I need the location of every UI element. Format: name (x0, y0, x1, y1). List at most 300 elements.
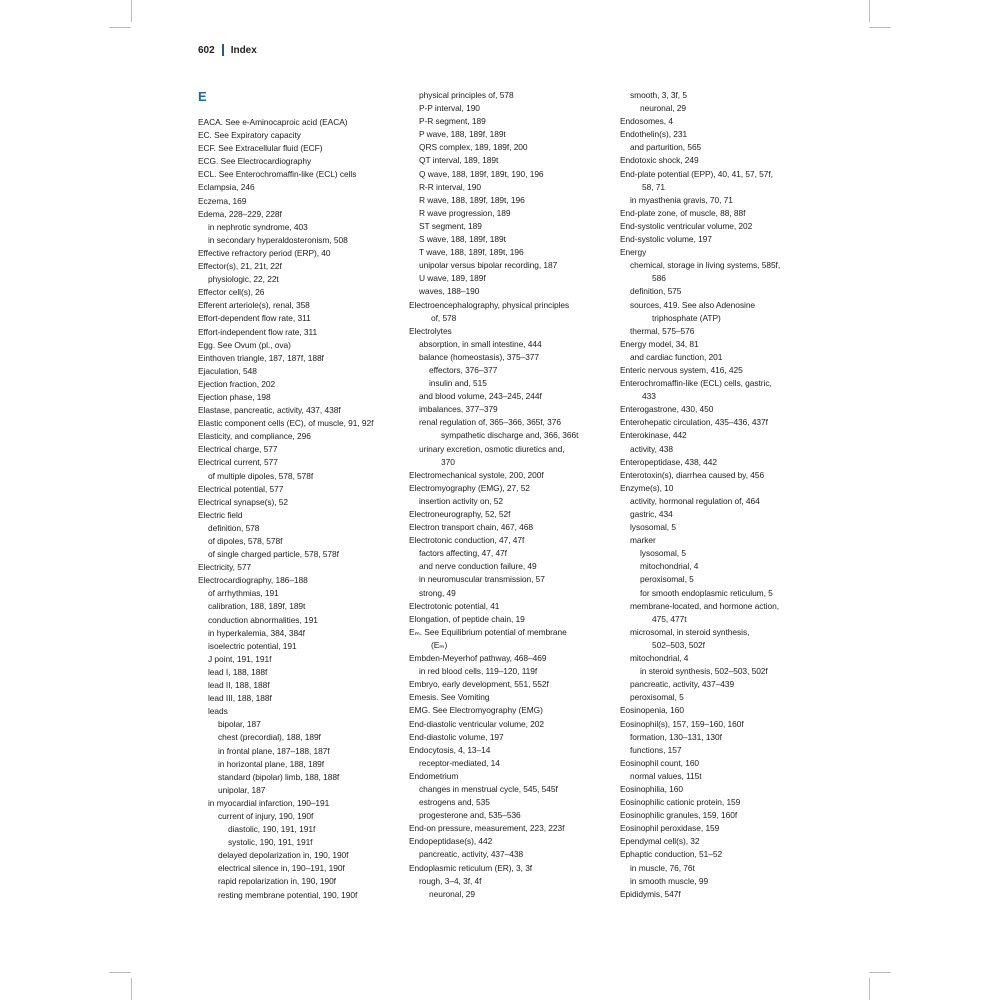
index-entry (409, 443, 609, 469)
index-entry-text: Electroneurography, 52, 52f (409, 509, 511, 519)
index-column-3 (620, 89, 820, 901)
index-entry-text: in muscle, 76, 76t (630, 862, 695, 873)
index-entry-text: lead I, 188, 188f (208, 666, 268, 677)
index-entry-text: Epididymis, 547f (620, 888, 681, 899)
index-entry-text: Endoplasmic reticulum (ER), 3, 3f (409, 862, 533, 873)
index-entry-text: Enteric nervous system, 416, 425 (620, 364, 743, 375)
index-entry (620, 731, 820, 744)
index-entry (198, 195, 398, 208)
index-entry-text: Endotoxic shock, 249 (620, 155, 699, 166)
index-entry-text: balance (homeostasis), 375–377 (419, 351, 540, 362)
index-entry-text: peroxisomal, 5 (640, 574, 694, 585)
index-entry (620, 259, 820, 285)
index-entry-text: EACA. See e-Aminocaproic acid (EACA) (198, 117, 348, 127)
index-entry-text: Eosinophil(s), 157, 159–160, 160f (620, 718, 744, 729)
index-entry (409, 469, 609, 482)
index-entry-text: rough, 3–4, 3f, 4f (419, 875, 482, 886)
index-entry (620, 429, 820, 442)
index-entry (198, 810, 398, 823)
index-entry-text: Eclampsia, 246 (198, 182, 255, 193)
index-entry (620, 89, 820, 102)
index-entry-text: ECG. See Electrocardiography (198, 156, 312, 167)
index-entry (409, 154, 609, 167)
crop-mark-top-right (869, 0, 870, 22)
index-entry (409, 246, 609, 259)
index-entry-text: P-P interval, 190 (419, 103, 480, 114)
index-entry-text: physiologic, 22, 22t (208, 274, 279, 285)
index-entry (198, 679, 398, 692)
index-entry-text: Eosinophilic cationic protein, 159 (620, 797, 741, 808)
index-entry-text: changes in menstrual cycle, 545, 545f (419, 783, 558, 794)
index-entry (620, 220, 820, 233)
index-entry (198, 391, 398, 404)
index-entry (198, 862, 398, 875)
index-entry (620, 587, 820, 600)
index-entry-text: of dipoles, 578, 578f (208, 536, 283, 546)
index-entry-text: Enterogastrone, 430, 450 (620, 404, 714, 415)
index-entry (409, 259, 609, 272)
index-entry (198, 705, 398, 718)
index-entry-text: Embryo, early development, 551, 552f (409, 679, 549, 690)
index-entry-text: sources, 419. See also Adenosine (630, 299, 756, 310)
index-entry-text: Electricity, 577 (198, 562, 252, 573)
index-entry-text: chemical, storage in living systems, 585f, (630, 260, 781, 271)
page-number: 602 (198, 44, 215, 56)
index-entry (198, 600, 398, 613)
index-entry (198, 692, 398, 705)
index-entry-continuation: (Eₘ) (431, 639, 448, 650)
index-entry-text: Electric field (198, 509, 243, 520)
index-entry-text: lead III, 188, 188f (208, 693, 272, 704)
index-entry (409, 757, 609, 770)
index-entry (198, 875, 398, 888)
header-separator (222, 44, 224, 56)
index-entry (620, 665, 820, 678)
index-entry-text: Effector cell(s), 26 (198, 287, 265, 298)
index-entry-text: diastolic, 190, 191, 191f (228, 824, 316, 835)
index-entry (620, 757, 820, 770)
index-entry-text: Enteropeptidase, 438, 442 (620, 456, 718, 467)
index-entry (620, 822, 820, 835)
index-entry (620, 351, 820, 364)
index-entry (409, 390, 609, 403)
index-entry-text: of arrhythmias, 191 (208, 588, 279, 599)
index-entry (620, 377, 820, 403)
index-entry-text: Enterotoxin(s), diarrhea caused by, 456 (620, 469, 765, 480)
index-entry-text: in smooth muscle, 99 (630, 875, 709, 886)
index-entry (198, 299, 398, 312)
index-entry (409, 718, 609, 731)
index-entry-text: conduction abnormalities, 191 (208, 614, 318, 625)
index-entry (620, 835, 820, 848)
index-entry (198, 587, 398, 600)
index-entry (409, 587, 609, 600)
index-entry (198, 718, 398, 731)
index-entry-text: Eczema, 169 (198, 195, 247, 206)
index-entry-text: pancreatic, activity, 437–438 (419, 849, 524, 860)
index-entry (198, 234, 398, 247)
index-entry (409, 796, 609, 809)
index-entry (409, 128, 609, 141)
index-entry (198, 470, 398, 483)
index-entry (620, 770, 820, 783)
index-entry (620, 469, 820, 482)
index-entry-text: membrane-located, and hormone action, (630, 600, 779, 611)
index-entry-text: Energy model, 34, 81 (620, 338, 699, 349)
index-entry (409, 862, 609, 875)
index-entry (198, 627, 398, 640)
index-entry (620, 744, 820, 757)
index-entry-text: Enterokinase, 442 (620, 430, 687, 441)
index-entry-text: receptor-mediated, 14 (419, 757, 500, 768)
index-entry-text: formation, 130–131, 130f (630, 731, 722, 742)
index-entry-text: Electron transport chain, 467, 468 (409, 522, 534, 533)
index-entry-text: insertion activity on, 52 (419, 495, 503, 506)
index-entry-text: in secondary hyperaldosteronism, 508 (208, 234, 348, 245)
index-entry-text: Ejection phase, 198 (198, 391, 271, 402)
index-entry (620, 482, 820, 495)
index-entry-text: thermal, 575–576 (630, 325, 695, 336)
index-entry-text: leads (208, 706, 228, 717)
index-entry (620, 691, 820, 704)
index-entry-text: imbalances, 377–379 (419, 404, 498, 415)
index-entry-text: Electrical synapse(s), 52 (198, 496, 288, 507)
index-entry-text: mitochondrial, 4 (630, 653, 689, 664)
index-entry (198, 731, 398, 744)
index-entry (198, 535, 398, 548)
index-entry-text: Ephaptic conduction, 51–52 (620, 849, 723, 860)
index-entry (409, 416, 609, 442)
index-entry (198, 404, 398, 417)
index-entry (198, 129, 398, 142)
index-entry-text: Electrolytes (409, 325, 452, 336)
index-entry-text: QT interval, 189, 189t (419, 155, 499, 166)
index-entry (620, 626, 820, 652)
index-entry (409, 665, 609, 678)
index-entry-text: pancreatic, activity, 437–439 (630, 679, 735, 690)
index-entry-text: mitochondrial, 4 (640, 561, 699, 572)
index-entry (409, 141, 609, 154)
index-entry-text: unipolar versus bipolar recording, 187 (419, 260, 558, 271)
index-entry (198, 260, 398, 273)
index-entry-text: Effort-independent flow rate, 311 (198, 326, 318, 337)
index-entry (409, 272, 609, 285)
index-entry (409, 207, 609, 220)
index-entry-text: U wave, 189, 189f (419, 273, 486, 284)
index-entry-text: Elasticity, and compliance, 296 (198, 431, 311, 442)
index-entry (620, 233, 820, 246)
index-entry (620, 115, 820, 128)
index-entry (620, 299, 820, 325)
index-entry-text: neuronal, 29 (640, 103, 686, 114)
index-entry-text: EMG. See Electromyography (EMG) (409, 705, 543, 716)
index-entry (198, 116, 398, 129)
index-entry-text: End-on pressure, measurement, 223, 223f (409, 823, 565, 834)
index-entry (620, 207, 820, 220)
index-entry (409, 822, 609, 835)
index-entry (409, 600, 609, 613)
index-entry (198, 849, 398, 862)
index-entry (198, 312, 398, 325)
index-entry (198, 823, 398, 836)
index-entry-text: End-systolic volume, 197 (620, 234, 712, 245)
index-entry-text: standard (bipolar) limb, 188, 188f (218, 771, 340, 782)
index-entry-text: smooth, 3, 3f, 5 (630, 90, 687, 100)
index-entry-text: T wave, 188, 189f, 189t, 196 (419, 247, 524, 258)
index-entry-text: Energy (620, 247, 647, 258)
index-entry-text: absorption, in small intestine, 444 (419, 338, 542, 349)
index-entry (620, 508, 820, 521)
crop-mark-right-bottom (869, 972, 891, 973)
index-entry-text: Electrical charge, 577 (198, 444, 278, 455)
index-entry-text: Enzyme(s), 10 (620, 482, 674, 493)
index-entry-text: Edema, 228–229, 228f (198, 208, 282, 219)
index-entry (620, 783, 820, 796)
index-entry (620, 456, 820, 469)
index-entry-text: marker (630, 535, 656, 546)
index-entry (620, 285, 820, 298)
crop-mark-top-left (131, 0, 132, 22)
index-entry (620, 809, 820, 822)
index-entry (620, 888, 820, 901)
index-entry-continuation: 370 (441, 456, 455, 467)
index-entry (198, 443, 398, 456)
index-entry-text: Eₘ. See Equilibrium potential of membrane (409, 626, 567, 637)
index-entry (409, 299, 609, 325)
index-entry (198, 430, 398, 443)
index-entry-text: normal values, 115t (630, 770, 702, 781)
index-entry (620, 534, 820, 547)
index-entry-text: systolic, 190, 191, 191f (228, 837, 313, 848)
index-entry-text: Electrical current, 577 (198, 457, 278, 468)
index-entry-text: Electrical potential, 577 (198, 483, 284, 494)
index-entry (409, 731, 609, 744)
index-entry-continuation: of, 578 (431, 312, 457, 323)
index-entry-text: R wave progression, 189 (419, 207, 511, 218)
index-entry (198, 561, 398, 574)
index-entry-text: QRS complex, 189, 189f, 200 (419, 142, 528, 153)
index-entry-text: S wave, 188, 189f, 189t (419, 234, 506, 245)
index-entry (409, 102, 609, 115)
index-entry-text: lead II, 188, 188f (208, 680, 270, 691)
index-entry-text: definition, 578 (208, 522, 260, 533)
index-entry-text: in myocardial infarction, 190–191 (208, 797, 330, 808)
index-entry (198, 221, 398, 234)
index-entry-text: in horizontal plane, 188, 189f (218, 758, 325, 769)
index-entry-text: Electromechanical systole, 200, 200f (409, 469, 544, 480)
index-entry (620, 364, 820, 377)
index-entry-text: and nerve conduction failure, 49 (419, 561, 537, 572)
index-entry (198, 339, 398, 352)
index-entry-text: ST segment, 189 (419, 220, 482, 231)
index-entry (620, 141, 820, 154)
index-entry (198, 653, 398, 666)
index-entry-continuation: 58, 71 (642, 181, 665, 192)
index-entry (409, 534, 609, 547)
index-entry-text: microsomal, in steroid synthesis, (630, 626, 750, 637)
index-entry (620, 443, 820, 456)
index-entry (409, 783, 609, 796)
index-entry (409, 403, 609, 416)
index-entry (409, 691, 609, 704)
crop-mark-left-top (109, 27, 131, 28)
index-entry (409, 678, 609, 691)
index-entry (409, 770, 609, 783)
index-entry-text: Electromyography (EMG), 27, 52 (409, 482, 530, 493)
index-entry (198, 836, 398, 849)
index-entry-text: Eosinopenia, 160 (620, 705, 684, 716)
index-entry (620, 168, 820, 194)
index-entry-text: Effective refractory period (ERP), 40 (198, 247, 331, 258)
index-entry (198, 483, 398, 496)
index-entry-text: Endometrium (409, 770, 459, 781)
index-entry-text: in neuromuscular transmission, 57 (419, 574, 545, 585)
index-entry-text: Endothelin(s), 231 (620, 129, 688, 140)
index-entry-text: physical principles of, 578 (419, 90, 514, 100)
index-entry (409, 233, 609, 246)
index-entry-text: End-diastolic volume, 197 (409, 731, 504, 742)
index-entry-text: resting membrane potential, 190, 190f (218, 889, 358, 900)
index-entry (409, 560, 609, 573)
index-entry (620, 796, 820, 809)
index-entry-text: lysosomal, 5 (640, 548, 686, 559)
index-entry-text: rapid repolarization in, 190, 190f (218, 876, 336, 887)
crop-mark-left-bottom (109, 972, 131, 973)
index-entry (198, 771, 398, 784)
index-entry (198, 168, 398, 181)
index-entry-text: electrical silence in, 190–191, 190f (218, 863, 345, 874)
index-entry-text: Egg. See Ovum (pl., ova) (198, 339, 291, 350)
index-entry-text: in steroid synthesis, 502–503, 502f (640, 666, 768, 677)
index-entry-text: Elastase, pancreatic, activity, 437, 438f (198, 405, 341, 416)
index-entry (198, 142, 398, 155)
index-entry (198, 378, 398, 391)
index-entry (620, 416, 820, 429)
index-entry-text: insulin and, 515 (429, 378, 487, 389)
index-entry-text: EC. See Expiratory capacity (198, 130, 301, 141)
index-entry (620, 652, 820, 665)
index-entry-text: Einthoven triangle, 187, 187f, 188f (198, 352, 324, 363)
section-title: Index (230, 44, 257, 56)
index-entry-text: Emesis. See Vomiting (409, 692, 490, 703)
index-entry (620, 573, 820, 586)
index-entry (620, 521, 820, 534)
index-entry (409, 508, 609, 521)
index-entry-text: peroxisomal, 5 (630, 692, 684, 703)
index-entry (409, 613, 609, 626)
index-entry (198, 758, 398, 771)
index-entry-text: Ejaculation, 548 (198, 365, 257, 376)
index-entry (198, 208, 398, 221)
index-entry-text: Electrotonic potential, 41 (409, 600, 500, 611)
index-column-2 (409, 89, 609, 901)
index-entry (198, 155, 398, 168)
index-entry (409, 89, 609, 102)
index-entry (620, 875, 820, 888)
index-entry-text: Endosomes, 4 (620, 116, 673, 127)
index-entry (409, 848, 609, 861)
index-entry-text: ECL. See Enterochromaffin-like (ECL) cells (198, 169, 357, 180)
index-entry-text: P wave, 188, 189f, 189t (419, 129, 506, 140)
index-entry (198, 273, 398, 286)
index-entry (620, 718, 820, 731)
index-entry (198, 640, 398, 653)
index-entry-text: chest (precordial), 188, 189f (218, 732, 321, 743)
index-entry (198, 889, 398, 902)
index-entries-3 (620, 89, 820, 901)
index-entry (620, 194, 820, 207)
index-entry (620, 325, 820, 338)
index-entry-text: activity, 438 (630, 443, 673, 454)
index-entry-text: Enterohepatic circulation, 435–436, 437f (620, 417, 768, 428)
index-entry-text: Electroencephalography, physical principles (409, 299, 570, 310)
index-entry-text: Q wave, 188, 189f, 189t, 190, 196 (419, 168, 544, 179)
index-entry-text: Elongation, of peptide chain, 19 (409, 613, 525, 624)
index-entry-text: Eosinophilic granules, 159, 160f (620, 810, 738, 821)
index-entry-text: calibration, 188, 189f, 189t (208, 601, 306, 612)
index-entry-text: and parturition, 565 (630, 142, 702, 153)
index-entry (198, 784, 398, 797)
index-entry-text: factors affecting, 47, 47f (419, 548, 507, 559)
index-entry (620, 246, 820, 259)
index-entry-text: Ependymal cell(s), 32 (620, 836, 700, 847)
index-entry-text: progesterone and, 535–536 (419, 810, 521, 821)
index-entry (198, 614, 398, 627)
index-entry-text: in nephrotic syndrome, 403 (208, 221, 308, 232)
index-entry-text: End-systolic ventricular volume, 202 (620, 220, 753, 231)
index-entry-text: Endopeptidase(s), 442 (409, 836, 493, 847)
index-entry (198, 365, 398, 378)
index-entry (409, 482, 609, 495)
index-entry (620, 848, 820, 861)
index-entry (198, 797, 398, 810)
index-entry-text: waves, 188–190 (419, 286, 480, 297)
index-entry (620, 560, 820, 573)
index-entry-text: Effector(s), 21, 21t, 22f (198, 261, 282, 272)
index-entry (198, 522, 398, 535)
index-entry-text: Ejection fraction, 202 (198, 378, 276, 389)
index-entry-text: ECF. See Extracellular fluid (ECF) (198, 143, 323, 154)
index-entry-text: in frontal plane, 187–188, 187f (218, 745, 330, 756)
running-header (198, 44, 257, 56)
index-entry-text: Efferent arteriole(s), renal, 358 (198, 300, 310, 311)
index-entry-text: definition, 575 (630, 286, 682, 297)
index-entry (409, 168, 609, 181)
index-entry-text: End-diastolic ventricular volume, 202 (409, 718, 545, 729)
index-entry (409, 626, 609, 652)
index-entry-text: J point, 191, 191f (208, 653, 272, 664)
index-entry (409, 194, 609, 207)
index-entry (409, 377, 609, 390)
index-entry (198, 456, 398, 469)
index-entry (620, 495, 820, 508)
index-entry-text: and blood volume, 243–245, 244f (419, 391, 542, 402)
crop-mark-bottom-left (131, 978, 132, 1000)
index-entry (620, 338, 820, 351)
index-entry-text: activity, hormonal regulation of, 464 (630, 495, 760, 506)
index-entry-text: P-R segment, 189 (419, 116, 486, 127)
index-entry-text: of single charged particle, 578, 578f (208, 549, 339, 560)
index-entry (620, 862, 820, 875)
index-entry (409, 652, 609, 665)
index-entry-text: gastric, 434 (630, 509, 673, 519)
crop-mark-right-top (869, 27, 891, 28)
index-entry-continuation: triphosphate (ATP) (652, 312, 721, 323)
index-entry (198, 352, 398, 365)
index-entry (409, 521, 609, 534)
index-entry (198, 496, 398, 509)
index-entry (409, 744, 609, 757)
